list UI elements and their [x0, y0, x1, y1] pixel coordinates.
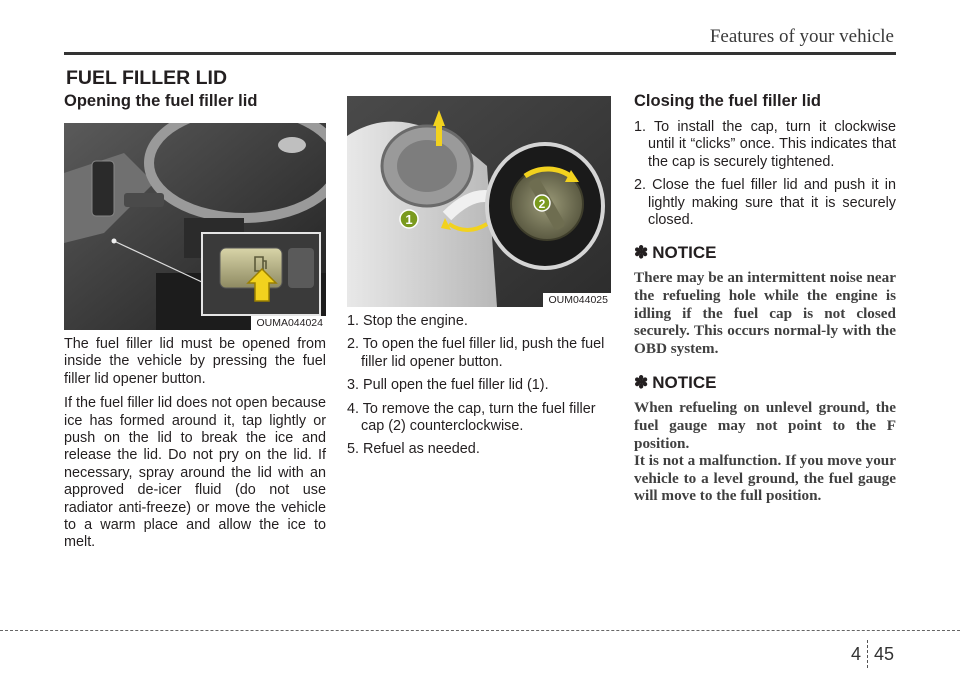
closing-heading: Closing the fuel filler lid	[634, 92, 822, 110]
list-item: 1. To install the cap, turn it clockwise until it “clicks” once. This indicates that the cap is securely tightened.	[634, 119, 896, 170]
page-number-value: 45	[873, 643, 894, 664]
opening-heading: Opening the fuel filler lid	[64, 92, 258, 110]
closing-list	[634, 119, 896, 229]
list-item: 2. Close the fuel filler lid and push it in lightly making sure that it is securely closed.	[634, 177, 896, 229]
push-arrow-icon	[436, 126, 442, 146]
dashboard-figure	[64, 123, 326, 330]
fuel-cap-photo	[347, 96, 611, 307]
page-number	[851, 640, 894, 668]
list-item: 3. Pull open the fuel filler lid (1).	[347, 377, 549, 394]
dashboard-photo	[64, 123, 326, 330]
steps-column	[347, 96, 611, 465]
section-title: FUEL FILLER LID	[66, 67, 228, 89]
header-title: Features of your vehicle	[709, 26, 894, 47]
notice-text: There may be an intermittent noise near the refueling hole while the engine is idling if the fuel cap is not closed securely. This occurs normal-ly with the OBD system.	[634, 269, 896, 357]
notice-label: NOTICE	[652, 243, 717, 263]
opening-paragraph: The fuel filler lid must be opened from inside the vehicle by pressing the fuel filler lid opener button.	[64, 336, 326, 387]
list-item: 5. Refuel as needed.	[347, 441, 480, 458]
figure-code: OUMA044024	[251, 316, 326, 330]
opening-paragraph: If the fuel filler lid does not open because ice has formed around it, tap lightly or push on the lid to break the ice and release the lid. Do not pry on the lid. If necessary, spray around the lid with an approved de-icer fluid (do not use radiator anti-freeze) or move the vehicle to a warm place and allow the ice to melt.	[64, 395, 326, 551]
notice-text: When refueling on unlevel ground, the fuel gauge may not point to the F position. It is not a malfunction. If you move your vehicle to a level ground, the fuel gauge will move to the full position.	[634, 399, 896, 505]
notice-label: NOTICE	[652, 373, 717, 393]
list-item: 4. To remove the cap, turn the fuel filler cap (2) counterclockwise.	[347, 400, 596, 435]
closing-column	[634, 92, 896, 505]
notice-title	[634, 373, 896, 393]
notice-icon: ✽	[634, 373, 649, 393]
fuel-cap-figure	[347, 96, 611, 307]
list-item: 1. Stop the engine.	[347, 313, 468, 329]
steering-logo	[278, 137, 306, 153]
callout-1-label: 1	[405, 212, 413, 227]
notice-icon: ✽	[634, 243, 649, 263]
opening-column	[64, 92, 326, 552]
chapter-number: 4	[850, 643, 861, 664]
list-item: 2. To open the fuel filler lid, push the fuel filler lid opener button.	[347, 336, 605, 370]
page-separator	[867, 640, 868, 668]
header-rule	[64, 52, 896, 55]
callout-2-label: 2	[538, 197, 546, 211]
notice-title	[634, 243, 896, 263]
footer-rule	[0, 630, 960, 631]
air-vent	[92, 161, 114, 216]
figure-code: OUM044025	[543, 293, 611, 307]
step-list	[347, 313, 611, 459]
